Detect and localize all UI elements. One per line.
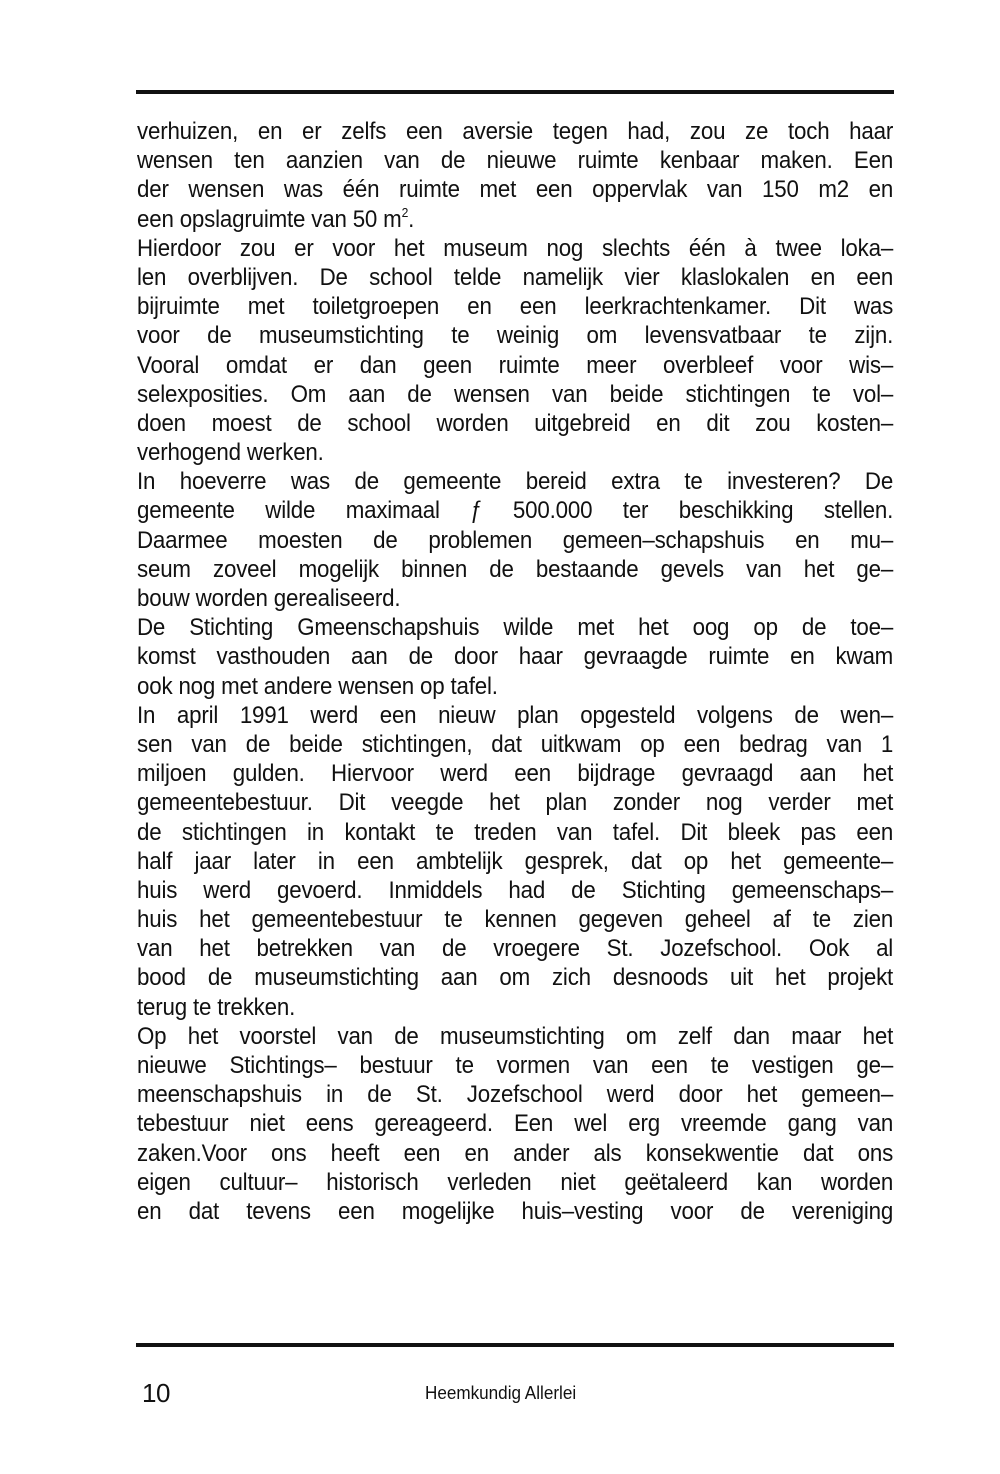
text-line: en dat tevens een mogelijke huis–vesting voor de vereniging [137, 1197, 894, 1225]
text-line: bijruimte met toiletgroepen en een leerkrachtenkamer. Dit was [137, 293, 894, 321]
text-line: van het betrekken van de vroegere St. Jozefschool. Ook al [137, 935, 894, 963]
text-line: eigen cultuur– historisch verleden niet geëtaleerd kan worden [137, 1168, 894, 1196]
text-line: Vooral omdat er dan geen ruimte meer overbleef voor wis– [137, 351, 894, 379]
text-line: der wensen was één ruimte met een oppervlak van 150 m2 en [137, 176, 894, 204]
page-number: 10 [142, 1378, 170, 1408]
text-line: verhuizen, en er zelfs een aversie tegen had, zou ze toch haar [137, 118, 894, 145]
text-line: terug te trekken. [137, 993, 296, 1021]
text-line: len overblijven. De school telde namelijk vier klaslokalen en een [137, 263, 894, 291]
text-line: huis het gemeentebestuur te kennen gegeven geheel af te zien [137, 906, 894, 934]
superscript: 2 [401, 204, 409, 220]
text-line: doen moest de school worden uitgebreid en dit zou kosten– [137, 409, 894, 437]
text-line: selexposities. Om aan de wensen van beide stichtingen te vol– [137, 380, 894, 408]
text-line: gemeente wilde maximaal ƒ 500.000 ter beschikking stellen. [137, 497, 894, 525]
text-line: voor de museumstichting te weinig om levensvatbaar te zijn. [137, 322, 894, 350]
text-line: huis werd gevoerd. Inmiddels had de Stichting gemeenschaps– [137, 876, 894, 904]
text-line: In hoeverre was de gemeente bereid extra te investeren? De [137, 468, 894, 496]
text-line: Daarmee moesten de problemen gemeen–schapshuis en mu– [137, 526, 894, 554]
text-line: seum zoveel mogelijk binnen de bestaande gevels van het ge– [137, 555, 894, 583]
bottom-rule [136, 1343, 894, 1347]
text-line: verhogend werken. [137, 439, 324, 467]
text-line: tebestuur niet eens gereageerd. Een wel erg vreemde gang van [137, 1110, 894, 1138]
text-line: miljoen gulden. Hiervoor werd een bijdrage gevraagd aan het [137, 760, 894, 788]
text-line: nieuwe Stichtings– bestuur te vormen van een te vestigen ge– [137, 1052, 894, 1079]
body-text [137, 117, 893, 1226]
text-line: sen van de beide stichtingen, dat uitkwam op een bedrag van 1 [137, 730, 894, 758]
text-line: In april 1991 werd een nieuw plan opgesteld volgens de wen– [137, 701, 894, 729]
text-line: Op het voorstel van de museumstichting om zelf dan maar het [137, 1022, 894, 1050]
running-title: Heemkundig Allerlei [425, 1383, 577, 1403]
text-line: zaken.Voor ons heeft een en ander als konsekwentie dat ons [137, 1139, 894, 1167]
text-line: bouw worden gerealiseerd. [137, 585, 401, 612]
text-line: wensen ten aanzien van de nieuwe ruimte kenbaar maken. Een [137, 147, 894, 175]
text-line: De Stichting Gmeenschapshuis wilde met het oog op de toe– [137, 614, 894, 642]
text-line: Hierdoor zou er voor het museum nog slechts één à twee loka– [137, 234, 894, 262]
text-line: bood de museumstichting aan om zich desnoods uit het projekt [137, 964, 894, 992]
text-line: ook nog met andere wensen op tafel. [137, 672, 498, 700]
text-line: de stichtingen in kontakt te treden van tafel. Dit bleek pas een [137, 818, 894, 846]
text-line: een opslagruimte van 50 $m^2$. [137, 204, 415, 233]
top-rule [136, 90, 894, 94]
text-line: half jaar later in een ambtelijk gesprek, dat op het gemeente– [137, 847, 894, 875]
text-line: gemeentebestuur. Dit veegde het plan zonder nog verder met [137, 789, 894, 817]
text-line: meenschapshuis in de St. Jozefschool werd door het gemeen– [137, 1081, 894, 1109]
text-line: komst vasthouden aan de door haar gevraagde ruimte en kwam [137, 643, 894, 671]
